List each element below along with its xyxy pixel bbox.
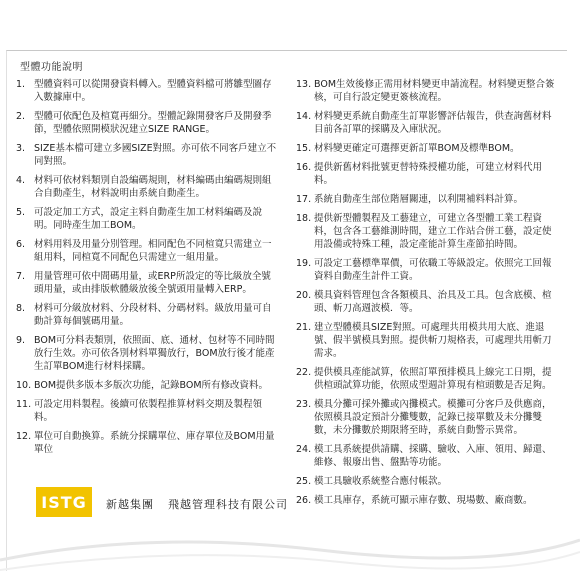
list-item <box>16 206 278 232</box>
list-item <box>16 110 278 136</box>
list-item <box>296 212 558 251</box>
list-item <box>296 494 558 507</box>
item-text: 模工具庫存，系統可顯示庫存數、現場數、廠商數。 <box>314 495 533 506</box>
item-text: 模具資料管理包含各類模具、治具及工具。包含底模、楦頭、斬刀高週波模．等。 <box>314 290 552 314</box>
list-item <box>16 430 278 456</box>
item-number: 26. <box>296 495 312 506</box>
list-item <box>296 78 558 104</box>
item-text: 可設定加工方式，設定主料自動產生加工材料編碼及說明。同時產生加工BOM。 <box>34 207 263 231</box>
istg-logo: ISTG <box>36 487 92 517</box>
item-text: BOM可分料表類別，依照面、底、通材、包材等不同時間放行生效。亦可依各別材料單獨放行，BOM放行後才能產生訂單BOM進行材料採購。 <box>34 335 275 372</box>
item-text: 可設定用料製程。後續可依製程推算材料交期及製程領料。 <box>34 399 263 423</box>
page-title: 型體功能說明 <box>20 62 83 73</box>
group-name: 新越集團 <box>106 498 154 511</box>
item-number: 25. <box>296 476 312 487</box>
item-text: 系統自動產生部位階層關連，以利開補料料計算。 <box>314 194 524 205</box>
list-item <box>296 443 558 469</box>
item-text: SIZE基本檔可建立多國SIZE對照。亦可依不同客戶建立不同對照。 <box>34 143 277 167</box>
item-number: 15. <box>296 143 312 154</box>
list-item <box>16 78 278 104</box>
item-text: BOM生效後修正需用材料變更申請流程。材料變更整合簽核，可自行設定變更簽核流程。 <box>314 79 555 103</box>
item-number: 5. <box>16 207 26 218</box>
item-number: 6. <box>16 239 26 250</box>
item-number: 14. <box>296 111 312 122</box>
list-item <box>296 398 558 437</box>
item-text: 模具分攤可採外攤或內攤模式。模攤可分客戶及供應商，依照模具設定預計分攤雙數，記錄已接單數及未分攤雙數，未分攤數於期限將至時，系統自動警示異常。 <box>314 399 552 436</box>
right-column <box>296 78 558 507</box>
item-text: 材料可分級放材料、分段材料、分碼材料。級放用量可自動計算每個號碼用量。 <box>34 303 272 327</box>
item-number: 18. <box>296 213 312 224</box>
item-number: 17. <box>296 194 312 205</box>
item-number: 13. <box>296 79 312 90</box>
item-text: BOM提供多版本多版次功能，記錄BOM所有修改資料。 <box>34 380 269 391</box>
item-text: 模工具系統提供請購、採購、驗收、入庫、領用、歸還、維修、報廢出售、盤點等功能。 <box>314 444 552 468</box>
list-item <box>296 142 558 155</box>
item-text: 型體可依配色及楦寬再細分。型體記錄開發客戶及開發季節，型體依照開模狀況建立SIZE RANGE。 <box>34 111 272 135</box>
item-text: 型體資料可以從開發資料轉入。型體資料檔可將雛型圖存入數據庫中。 <box>34 79 272 103</box>
list-item <box>16 174 278 200</box>
item-text: 提供新舊材料批號更替特殊授權功能，可建立材料代用料。 <box>314 162 543 186</box>
item-number: 3. <box>16 143 26 154</box>
item-text: 材料用料及用量分別管理。相同配色不同楦寬只需建立一組用料，同楦寬不同配色只需建立一組用量。 <box>34 239 272 263</box>
list-item <box>296 161 558 187</box>
item-text: 材料變更系統自動產生訂單影響評估報告，供查詢舊材料目前各訂單的採購及入庫狀況。 <box>314 111 552 135</box>
list-item <box>16 270 278 296</box>
list-item <box>296 289 558 315</box>
list-item <box>16 142 278 168</box>
item-text: 提供模具產能試算，依照訂單預排模具上線完工日期，提供楦頭試算功能，依照成型週計算現有楦頭數是否足夠。 <box>314 367 552 391</box>
item-number: 10. <box>16 380 32 391</box>
list-item <box>16 379 278 392</box>
company-name: 飛越管理科技有限公司 <box>168 498 288 511</box>
list-item <box>16 334 278 373</box>
item-text: 單位可自動換算。系統分採購單位、庫存單位及BOM用量單位 <box>34 431 275 455</box>
item-text: 可設定工藝標準單價，可依職工等級設定。依照完工回報資料自動產生計件工資。 <box>314 258 552 282</box>
item-number: 16. <box>296 162 312 173</box>
list-item <box>296 257 558 283</box>
item-number: 4. <box>16 175 26 186</box>
item-text: 材料可依材料類別自設編碼規則，材料編碼由編碼規則組合自動產生，材料說明由系統自動產生。 <box>34 175 272 199</box>
list-item <box>296 366 558 392</box>
item-number: 21. <box>296 322 312 333</box>
list-item <box>16 238 278 264</box>
list-item <box>16 398 278 424</box>
item-number: 20. <box>296 290 312 301</box>
list-item <box>16 302 278 328</box>
item-number: 12. <box>16 431 32 442</box>
item-text: 材料變更確定可選擇更新訂單BOM及標準BOM。 <box>314 143 520 154</box>
list-item <box>296 475 558 488</box>
item-number: 7. <box>16 271 26 282</box>
item-number: 24. <box>296 444 312 455</box>
item-number: 11. <box>16 399 32 410</box>
item-number: 9. <box>16 335 26 346</box>
list-item <box>296 110 558 136</box>
list-item <box>296 321 558 360</box>
decorative-swoosh <box>0 520 580 580</box>
item-text: 模工具驗收系統整合應付帳款。 <box>314 476 448 487</box>
item-number: 1. <box>16 79 26 90</box>
item-text: 用量管理可依中間碼用量，或ERP所設定的等比級放全號頭用量，或由排版軟體級放後全號頭用量轉入ERP。 <box>34 271 271 295</box>
item-number: 8. <box>16 303 26 314</box>
item-number: 19. <box>296 258 312 269</box>
list-item <box>296 193 558 206</box>
item-text: 建立型體模具SIZE對照。可處理共用模共用大底、進退號、假半號模具對照。提供斬刀規格表，可處理共用斬刀需求。 <box>314 322 552 359</box>
left-column <box>16 78 278 456</box>
item-number: 23. <box>296 399 312 410</box>
item-text: 提供新型體製程及工藝建立，可建立各型體工業工程資料，包含各工藝維測時間，建立工作站合併工藝，設定使用設備或特殊工種，設定產能計算生產節拍時間。 <box>314 213 552 250</box>
item-number: 2. <box>16 111 26 122</box>
item-number: 22. <box>296 367 312 378</box>
